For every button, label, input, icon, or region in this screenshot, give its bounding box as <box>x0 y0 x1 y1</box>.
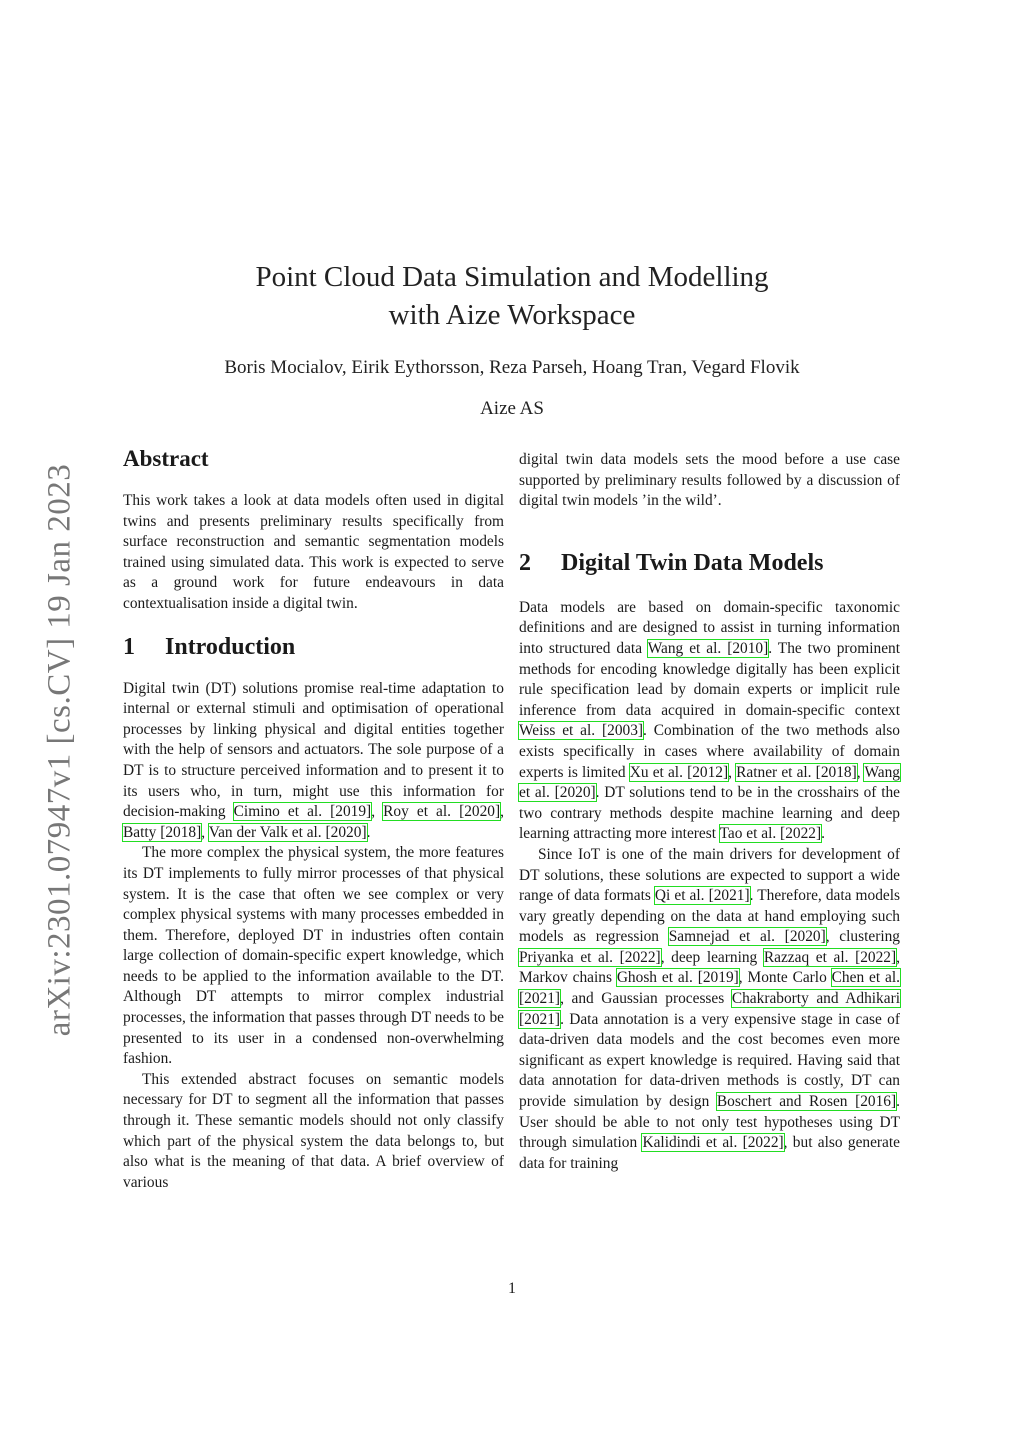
left-column <box>123 445 504 1193</box>
section-number: 2 <box>519 549 531 576</box>
citation-link[interactable]: Samnejad et al. [2020] <box>668 928 826 946</box>
citation-link[interactable]: Priyanka et al. [2022] <box>519 948 661 966</box>
section-number: 1 <box>123 633 135 660</box>
citation-link[interactable]: Chakraborty and Adhikari [2021] <box>519 990 900 1028</box>
section-title: Digital Twin Data Models <box>561 549 824 576</box>
citation-link[interactable]: Wang et al. [2010] <box>647 639 769 657</box>
citation-link[interactable]: Boschert and Rosen [2016] <box>716 1093 897 1111</box>
citation-link[interactable]: Cimino et al. [2019] <box>233 803 372 821</box>
section2-paragraph-1: Data models are based on domain-specific taxonomic definitions and are designed to assist in turning information into structured data Wang et al. [2010]. The two prominent methods for encoding knowledge digitally has been explicit rule specification lead by domain experts or implicit rule inference from data acquired in domain-specific context Weiss et al. [2003]. Combination of the two methods also exists specifically in cases where availability of domain experts is limited Xu et al. [2012], Ratner et al. [2018], Wang et al. [2020]. DT solutions tend to be in the crosshairs of the two contrary methods despite machine learning and deep learning attracting more interest Tao et al. [2022]. <box>519 598 900 843</box>
citation-link[interactable]: Tao et al. [2022] <box>719 825 822 843</box>
citation-link[interactable]: Ghosh et al. [2019] <box>616 969 739 987</box>
title-line-2: with Aize Workspace <box>388 299 636 331</box>
author-list: Boris Mocialov, Eirik Eythorsson, Reza Parseh, Hoang Tran, Vegard Flovik <box>224 357 800 378</box>
paper-title <box>0 258 1024 334</box>
citation-link[interactable]: Chen et al. [2021] <box>519 969 900 1008</box>
section2-paragraph-2: Since IoT is one of the main drivers for development of DT solutions, these solutions are expected to support a wide range of data formats Qi et al. [2021]. Therefore, data models vary greatly depending on the data at hand employing such models as regression Samnejad et al. [2020], clustering Priyanka et al. [2022], deep learning Razzaq et al. [2022], Markov chains Ghosh et al. [2019], Monte Carlo Chen et al. [2021], and Gaussian processes Chakraborty and Adhikari [2021]. Data annotation is a very expensive stage in case of data-driven data models and the cost becomes even more significant as expert knowledge is required. Having said that data annotation for data-driven methods is costly, DT can provide simulation by design Boschert and Rosen [2016]. User should be able to not only test hypotheses using DT through simulation Kalidindi et al. [2022], but also generate data for training <box>519 845 901 1172</box>
citation-link[interactable]: Van der Valk et al. [2020] <box>208 823 367 841</box>
citation-link[interactable]: Wang et al. [2020] <box>519 763 900 802</box>
citation-link[interactable]: Kalidindi et al. [2022] <box>642 1134 784 1152</box>
citation-link[interactable]: Batty [2018] <box>123 823 202 841</box>
citation-link[interactable]: Xu et al. [2012] <box>629 763 729 781</box>
right-column <box>519 450 900 1174</box>
abstract-text: This work takes a look at data models often used in digital twins and presents preliminary results specifically from surface reconstruction and semantic segmentation models trained using simulated data. This work is expected to serve as a ground work for future endeavours in data contextualisation inside a digital twin. <box>123 492 504 612</box>
title-line-1: Point Cloud Data Simulation and Modelling <box>255 261 769 293</box>
section-2-heading <box>519 548 900 578</box>
arxiv-identifier: arXiv:2301.07947v1 [cs.CV] 19 Jan 2023 <box>41 463 78 1037</box>
page-number: 1 <box>508 1280 516 1297</box>
intro-paragraph-1: Digital twin (DT) solutions promise real-time adaptation to internal or external stimuli and optimisation of operational processes by linking physical and digital entities together with the help of sensors and actuators. The sole purpose of a DT is to structure perceived information and to present it to its users who, in turn, might use this information for decision-making Cimino et al. [2019], Roy et al. [2020], Batty [2018], Van der Valk et al. [2020]. <box>123 679 504 841</box>
citation-link[interactable]: Qi et al. [2021] <box>654 887 750 905</box>
affiliation: Aize AS <box>480 398 544 419</box>
intro-paragraph-3-continued: digital twin data models sets the mood before a use case supported by preliminary results followed by a discussion of digital twin models ’in the wild’. <box>519 451 900 510</box>
citation-link[interactable]: Roy et al. [2020] <box>383 803 501 821</box>
citation-link[interactable]: Weiss et al. [2003] <box>519 722 644 740</box>
citation-link[interactable]: Razzaq et al. [2022] <box>763 948 897 966</box>
introduction-heading <box>123 632 504 662</box>
section-title: Introduction <box>165 633 296 660</box>
citation-link[interactable]: Ratner et al. [2018] <box>736 763 857 781</box>
intro-paragraph-3: This extended abstract focuses on semantic models necessary for DT to segment all the information that passes through it. These semantic models should not only classify which part of the physical system the data belongs to, but also what is the meaning of that data. A brief overview of various <box>123 1070 504 1191</box>
intro-paragraph-2: The more complex the physical system, the more features its DT implements to fully mirror processes of that physical system. It is the case that often we see complex or very complex physical systems with many processes embedded in them. Therefore, deployed DT in industries often contain large collection of domain-specific expert knowledge, which needs to be applied to the information available to the DT. Although DT attempts to mirror complex industrial processes, the information that passes through DT needs to be presented to its user in a condensed non-overwhelming fashion. <box>123 844 504 1068</box>
abstract-heading: Abstract <box>123 446 209 471</box>
